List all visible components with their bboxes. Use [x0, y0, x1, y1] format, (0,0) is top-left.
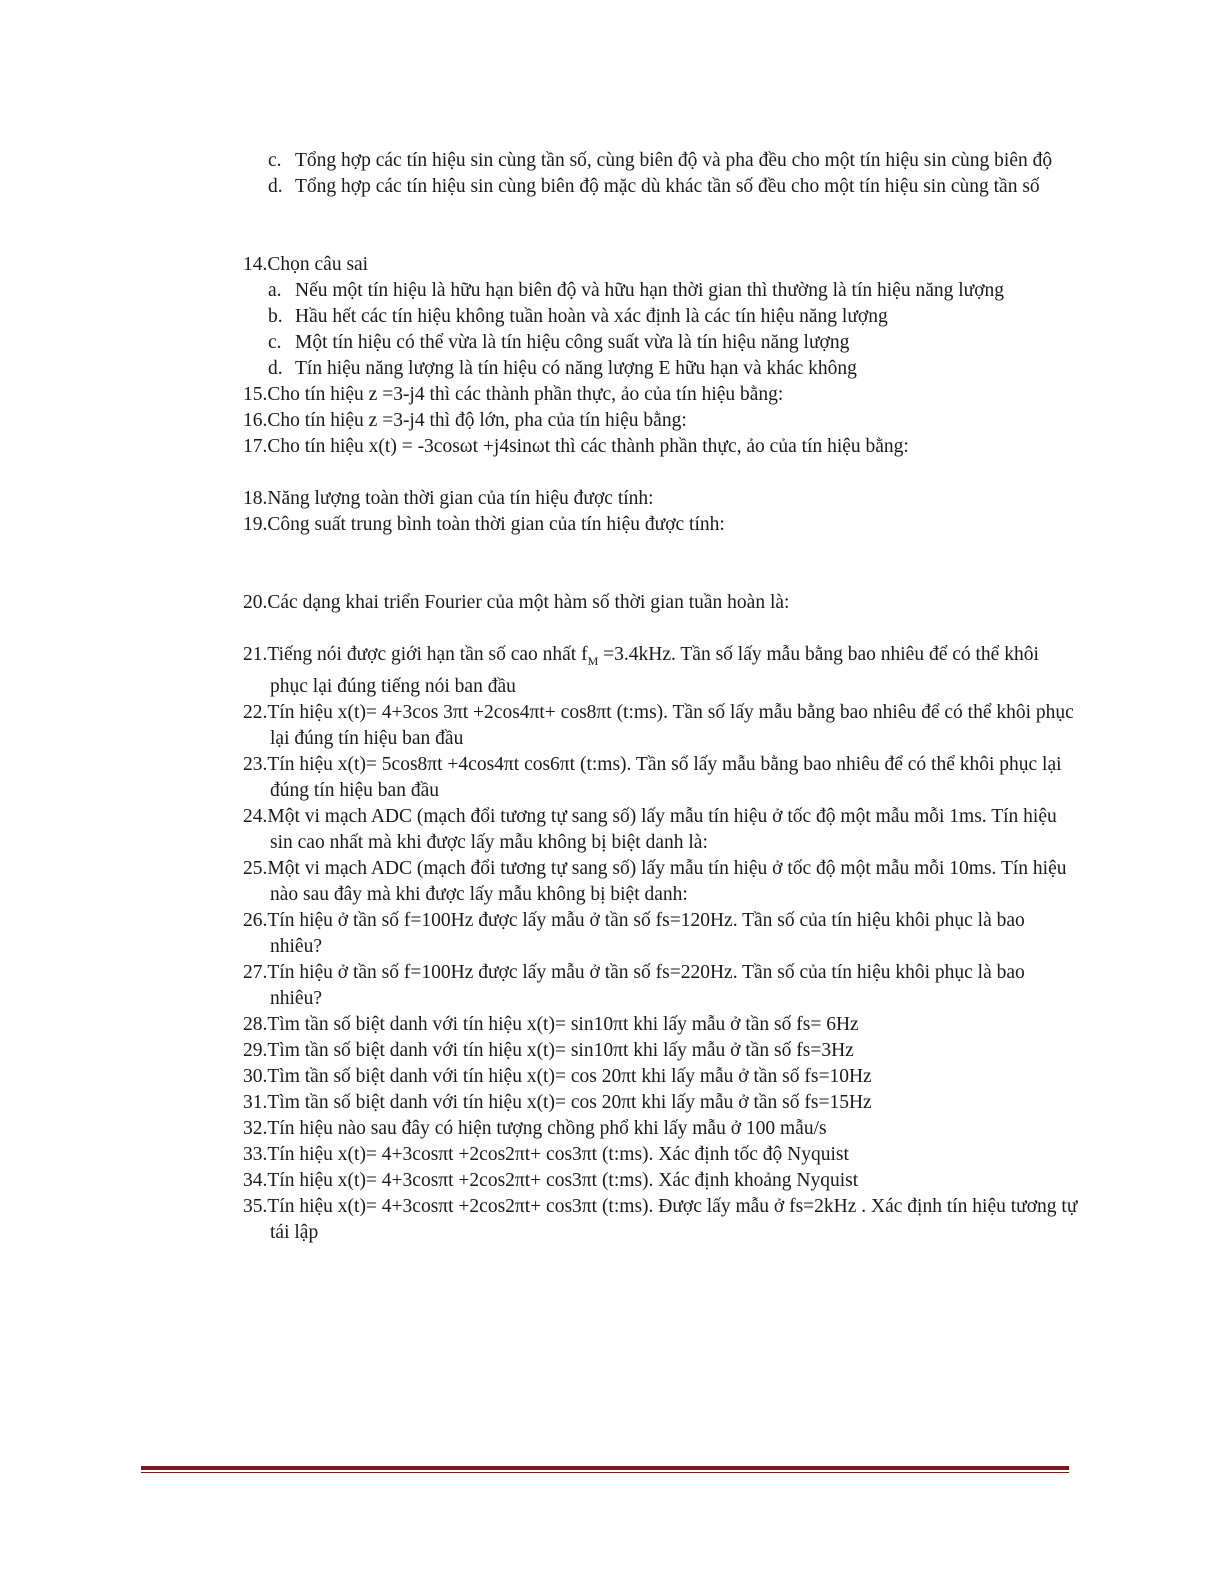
- q14-option-a: [243, 278, 1078, 304]
- q21-subscript: M: [587, 653, 599, 668]
- question-18: 18.Năng lượng toàn thời gian của tín hiệu được tính:: [243, 488, 654, 509]
- footer-divider: [141, 1466, 1069, 1470]
- question-31: 31.Tìm tần số biệt danh với tín hiệu x(t)= cos 20πt khi lấy mẫu ở tần số fs=15Hz: [243, 1091, 872, 1113]
- question-19: 19.Công suất trung bình toàn thời gian của tín hiệu được tính:: [243, 514, 725, 535]
- question-26: 26.Tín hiệu ở tần số f=100Hz được lấy mẫu ở tần số fs=120Hz. Tần số của tín hiệu khôi phục là bao nhiêu?: [243, 909, 1025, 957]
- option-label: b.: [268, 306, 283, 327]
- question-32: 32.Tín hiệu nào sau đây có hiện tượng chồng phổ khi lấy mẫu ở 100 mẫu/s: [243, 1117, 827, 1139]
- option-c: [243, 148, 1078, 174]
- option-label: c.: [268, 150, 282, 171]
- question-34: 34.Tín hiệu x(t)= 4+3cosπt +2cos2πt+ cos3πt (t:ms). Xác định khoảng Nyquist: [243, 1169, 859, 1191]
- option-text: Tổng hợp các tín hiệu sin cùng biên độ mặc dù khác tần số đều cho một tín hiệu sin cùng tần số: [295, 176, 1040, 197]
- q14-option-c: [243, 330, 1078, 356]
- question-29: 29.Tìm tần số biệt danh với tín hiệu x(t)= sin10πt khi lấy mẫu ở tần số fs=3Hz: [243, 1039, 854, 1061]
- question-27: 27.Tín hiệu ở tần số f=100Hz được lấy mẫu ở tần số fs=220Hz. Tần số của tín hiệu khôi phục là bao nhiêu?: [243, 961, 1025, 1009]
- option-label: c.: [268, 332, 282, 353]
- spacer: [243, 538, 1078, 590]
- q14-option-b: [243, 304, 1078, 330]
- question-24: 24.Một vi mạch ADC (mạch đổi tương tự sang số) lấy mẫu tín hiệu ở tốc độ một mẫu mỗi 1ms. Tín hiệu sin cao nhất mà khi được lấy mẫu không bị biệt danh là:: [243, 805, 1057, 853]
- question-33: 33.Tín hiệu x(t)= 4+3cosπt +2cos2πt+ cos3πt (t:ms). Xác định tốc độ Nyquist: [243, 1143, 849, 1165]
- q14-option-d: [243, 356, 1078, 382]
- question-25: 25.Một vi mạch ADC (mạch đổi tương tự sang số) lấy mẫu tín hiệu ở tốc độ một mẫu mỗi 10ms. Tín hiệu nào sau đây mà khi được lấy mẫu không bị biệt danh:: [243, 857, 1067, 905]
- option-text: Tổng hợp các tín hiệu sin cùng tần số, cùng biên độ và pha đều cho một tín hiệu sin cùng biên độ: [295, 150, 1053, 171]
- question-23: 23.Tín hiệu x(t)= 5cos8πt +4cos4πt cos6πt (t:ms). Tần số lấy mẫu bằng bao nhiêu để có thể khôi phục lại đúng tín hiệu ban đầu: [243, 753, 1062, 801]
- option-text: Nếu một tín hiệu là hữu hạn biên độ và hữu hạn thời gian thì thường là tín hiệu năng lượng: [295, 280, 1005, 301]
- spacer: [243, 616, 1078, 642]
- option-text: Tín hiệu năng lượng là tín hiệu có năng lượng E hữu hạn và khác không: [295, 358, 857, 379]
- question-list: [243, 148, 1078, 1246]
- option-label: a.: [268, 280, 282, 301]
- q21-prefix: 21.Tiếng nói được giới hạn tần số cao nhất f: [243, 644, 588, 665]
- question-22: 22.Tín hiệu x(t)= 4+3cos 3πt +2cos4πt+ cos8πt (t:ms). Tần số lấy mẫu bằng bao nhiêu để có thể khôi phục lại đúng tín hiệu ban đầu: [243, 701, 1074, 749]
- question-30: 30.Tìm tần số biệt danh với tín hiệu x(t)= cos 20πt khi lấy mẫu ở tần số fs=10Hz: [243, 1065, 872, 1087]
- question-16: 16.Cho tín hiệu z =3-j4 thì độ lớn, pha của tín hiệu bằng:: [243, 410, 687, 431]
- option-label: d.: [268, 176, 283, 197]
- q21-suffix: =3.4kHz. Tần số lấy mẫu bằng bao nhiêu để có thể khôi phục lại đúng tiếng nói ban đầu: [270, 644, 1039, 697]
- question-21: [243, 642, 1078, 700]
- question-35: 35.Tín hiệu x(t)= 4+3cosπt +2cos2πt+ cos3πt (t:ms). Được lấy mẫu ở fs=2kHz . Xác định tín hiệu tương tự tái lập: [243, 1195, 1078, 1243]
- option-text: Hầu hết các tín hiệu không tuần hoàn và xác định là các tín hiệu năng lượng: [295, 306, 888, 327]
- footer-divider-thin: [141, 1472, 1069, 1473]
- spacer: [243, 200, 1078, 252]
- question-15: 15.Cho tín hiệu z =3-j4 thì các thành phần thực, ảo của tín hiệu bằng:: [243, 384, 784, 405]
- option-label: d.: [268, 358, 283, 379]
- spacer: [243, 460, 1078, 486]
- option-d: [243, 174, 1078, 200]
- question-14: 14.Chọn câu sai: [243, 254, 369, 275]
- question-20: 20.Các dạng khai triển Fourier của một hàm số thời gian tuần hoàn là:: [243, 592, 790, 613]
- question-17: 17.Cho tín hiệu x(t) = -3cosωt +j4sinωt thì các thành phần thực, ảo của tín hiệu bằng:: [243, 436, 909, 457]
- option-text: Một tín hiệu có thể vừa là tín hiệu công suất vừa là tín hiệu năng lượng: [295, 332, 850, 353]
- question-28: 28.Tìm tần số biệt danh với tín hiệu x(t)= sin10πt khi lấy mẫu ở tần số fs= 6Hz: [243, 1013, 859, 1035]
